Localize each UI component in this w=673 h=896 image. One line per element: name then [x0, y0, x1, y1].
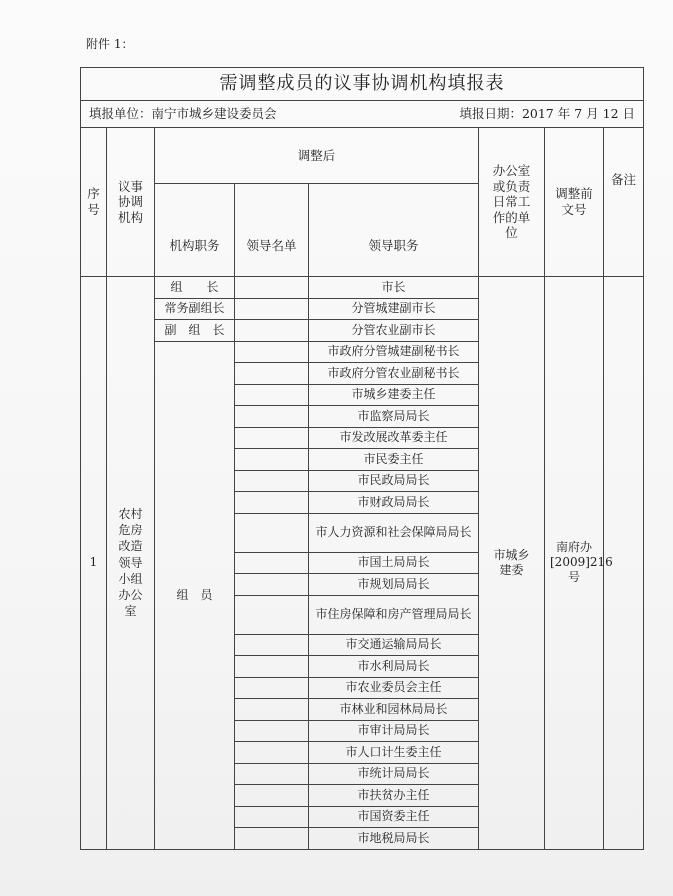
table-title: 需调整成员的议事协调机构填报表 — [81, 68, 644, 101]
header-office: 办公室或负责日常工作的单位 — [479, 128, 545, 277]
leader-duty-cell: 市城乡建委主任 — [309, 384, 479, 406]
leader-duty-cell: 市长 — [309, 277, 479, 299]
leader-name-cell — [235, 513, 309, 552]
leader-duty-cell: 市发改展改革委主任 — [309, 427, 479, 449]
position-leader: 组 长 — [155, 277, 235, 299]
leader-duty-cell: 市审计局局长 — [309, 720, 479, 742]
leader-duty-cell: 市民委主任 — [309, 449, 479, 471]
filling-info-row — [81, 101, 644, 128]
leader-duty-cell: 市政府分管城建副秘书长 — [309, 341, 479, 363]
report-table — [80, 67, 644, 850]
header-remark: 备注 — [604, 128, 644, 277]
header-agency: 议事协调机构 — [107, 128, 155, 277]
leader-name-cell — [235, 595, 309, 634]
leader-name-cell — [235, 449, 309, 471]
header-position: 机构职务 — [155, 184, 235, 277]
filling-date: 填报日期：2017 年 7 月 12 日 — [459, 106, 635, 122]
leader-duty-cell: 市农业委员会主任 — [309, 677, 479, 699]
position-deputy: 副 组 长 — [155, 320, 235, 342]
header-doc: 调整前文号 — [545, 128, 604, 277]
attachment-label: 附件 1： — [86, 37, 134, 51]
leader-duty-cell: 市扶贫办主任 — [309, 785, 479, 807]
leader-duty-cell: 分管城建副市长 — [309, 298, 479, 320]
leader-duty-cell: 市民政局局长 — [309, 470, 479, 492]
leader-duty-cell: 市统计局局长 — [309, 763, 479, 785]
position-member: 组 员 — [155, 341, 235, 849]
leader-name-cell — [235, 406, 309, 428]
leader-duty-cell: 市人口计生委主任 — [309, 742, 479, 764]
leader-name-cell — [235, 634, 309, 656]
leader-duty-cell: 市国资委主任 — [309, 806, 479, 828]
record-office: 市城乡建委 — [479, 277, 545, 850]
position-exec_deputy: 常务副组长 — [155, 298, 235, 320]
leader-name-cell — [235, 363, 309, 385]
leader-name-cell — [235, 677, 309, 699]
leader-name-cell — [235, 806, 309, 828]
leader-name-cell — [235, 656, 309, 678]
record-seq: 1 — [81, 277, 107, 850]
header-adjusted: 调整后 — [155, 128, 479, 184]
leader-duty-cell: 分管农业副市长 — [309, 320, 479, 342]
leader-duty-cell: 市国土局局长 — [309, 552, 479, 574]
leader-duty-cell: 市地税局局长 — [309, 828, 479, 850]
leader-name-cell — [235, 470, 309, 492]
leader-name-cell — [235, 384, 309, 406]
header-seq: 序号 — [81, 128, 107, 277]
leader-name-cell — [235, 828, 309, 850]
leader-name-cell — [235, 552, 309, 574]
leader-name-cell — [235, 785, 309, 807]
leader-duty-cell: 市住房保障和房产管理局局长 — [309, 595, 479, 634]
leader-duty-cell: 市财政局局长 — [309, 492, 479, 514]
header-leader-duty: 领导职务 — [309, 184, 479, 277]
leader-name-cell — [235, 298, 309, 320]
filling-unit: 填报单位：南宁市城乡建设委员会 — [89, 106, 277, 122]
record-agency: 农村危房改造领导小组办公室 — [107, 277, 155, 850]
leader-name-cell — [235, 492, 309, 514]
leader-duty-cell: 市人力资源和社会保障局局长 — [309, 513, 479, 552]
header-leader-list: 领导名单 — [235, 184, 309, 277]
leader-name-cell — [235, 574, 309, 596]
leader-duty-cell: 市林业和园林局局长 — [309, 699, 479, 721]
table-row — [81, 277, 644, 299]
leader-name-cell — [235, 742, 309, 764]
leader-duty-cell: 市水利局局长 — [309, 656, 479, 678]
leader-name-cell — [235, 320, 309, 342]
leader-duty-cell: 市交通运输局局长 — [309, 634, 479, 656]
leader-name-cell — [235, 699, 309, 721]
leader-name-cell — [235, 277, 309, 299]
record-doc-number: 南府办[2009]216 号 — [545, 277, 604, 850]
leader-duty-cell: 市规划局局长 — [309, 574, 479, 596]
leader-name-cell — [235, 720, 309, 742]
leader-duty-cell: 市政府分管农业副秘书长 — [309, 363, 479, 385]
leader-name-cell — [235, 427, 309, 449]
leader-name-cell — [235, 763, 309, 785]
leader-name-cell — [235, 341, 309, 363]
leader-duty-cell: 市监察局局长 — [309, 406, 479, 428]
